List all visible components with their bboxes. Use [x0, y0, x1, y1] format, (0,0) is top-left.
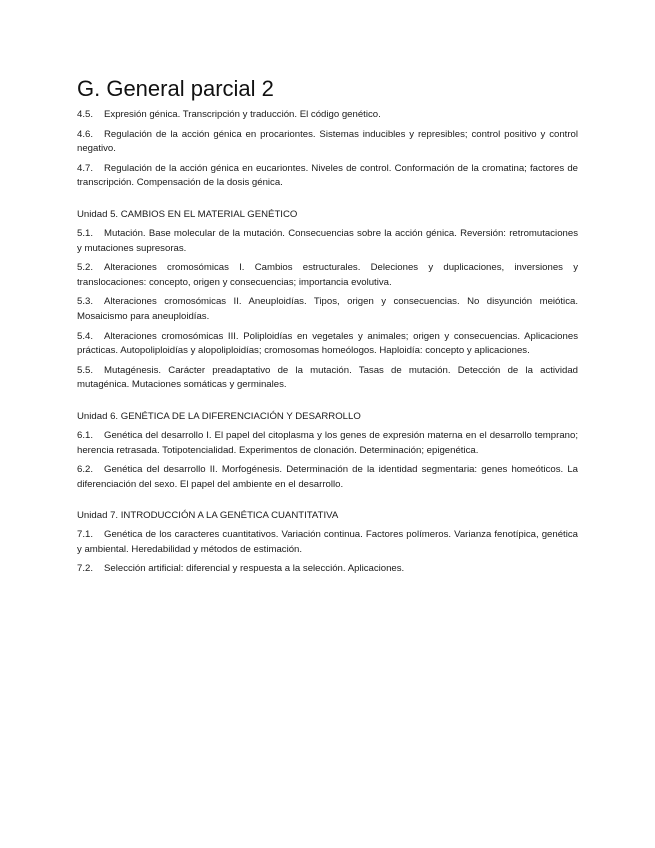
document-page [77, 74, 578, 582]
item-number: 5.5. [77, 364, 94, 376]
list-item [77, 227, 578, 256]
list-item [77, 528, 578, 557]
item-text: Expresión génica. Transcripción y traducción. El código genético. [104, 109, 381, 120]
item-number: 7.1. [77, 529, 94, 541]
item-text: Regulación de la acción génica en procariontes. Sistemas inducibles y represibles; control positivo y control negativo. [77, 128, 578, 155]
page-title: G. General parcial 2 [77, 76, 274, 101]
item-text: Mutación. Base molecular de la mutación. Consecuencias sobre la acción génica. Reversión: retromutaciones y mutaciones supresoras. [77, 227, 578, 254]
item-number: 5.1. [77, 227, 94, 239]
item-number: 6.2. [77, 464, 94, 476]
item-number: 5.3. [77, 296, 94, 308]
list-item [77, 162, 578, 191]
list-item [77, 128, 578, 157]
list-item [77, 295, 578, 324]
item-number: 5.4. [77, 330, 94, 342]
item-text: Alteraciones cromosómicas II. Aneuploidías. Tipos, origen y consecuencias. No disyunción meiótica. Mosaicismo para aneuploidías. [77, 296, 578, 322]
item-text: Genética del desarrollo II. Morfogénesis. Determinación de la identidad segmentaria: genes homeóticos. La diferenciación del sexo. El papel del ambiente en el desarrollo. [77, 464, 578, 490]
item-number: 4.5. [77, 109, 94, 120]
list-item [77, 108, 578, 123]
unit-heading: Unidad 6. GENÉTICA DE LA DIFERENCIACIÓN Y DESARROLLO [77, 410, 361, 422]
item-text: Selección artificial: diferencial y respuesta a la selección. Aplicaciones. [104, 563, 405, 575]
item-text: Alteraciones cromosómicas I. Cambios estructurales. Deleciones y duplicaciones, inversiones y translocaciones: concepto, origen y consecuencias; importancia evolutiva. [77, 262, 578, 288]
list-item [77, 463, 578, 492]
unit-heading: Unidad 5. CAMBIOS EN EL MATERIAL GENÉTICO [77, 208, 298, 220]
item-number: 4.6. [77, 128, 94, 140]
item-number: 6.1. [77, 429, 94, 441]
item-number: 4.7. [77, 162, 94, 174]
item-number: 5.2. [77, 262, 94, 274]
unit-heading: Unidad 7. INTRODUCCIÓN A LA GENÉTICA CUANTITATIVA [77, 510, 339, 522]
item-text: Genética del desarrollo I. El papel del citoplasma y los genes de expresión materna en el desarrollo temprano; herencia retrasada. Totipotencialidad. Experimentos de clonación. Determinación; epigenética. [77, 429, 578, 456]
item-number: 7.2. [77, 563, 94, 575]
item-text: Genética de los caracteres cuantitativos. Variación continua. Factores polímeros. Varianza fenotípica, genética y ambiental. Heredabilidad y métodos de estimación. [77, 529, 578, 555]
item-text: Alteraciones cromosómicas III. Poliploidías en vegetales y animales; origen y consecuencias. Aplicaciones prácticas. Autopoliploidías y alopoliploidías; cromosomas homeólogos. Haploidía: concepto y aplicaciones. [77, 330, 578, 357]
item-text: Regulación de la acción génica en eucariontes. Niveles de control. Conformación de la cromatina; factores de transcripción. Compensación de la dosis génica. [77, 162, 578, 189]
list-item [77, 330, 578, 359]
list-item [77, 562, 578, 577]
list-item [77, 364, 578, 393]
item-text: Mutagénesis. Carácter preadaptativo de la mutación. Tasas de mutación. Detección de la actividad mutagénica. Mutaciones somáticas y germinales. [77, 364, 578, 391]
list-item [77, 261, 578, 290]
list-item [77, 429, 578, 458]
